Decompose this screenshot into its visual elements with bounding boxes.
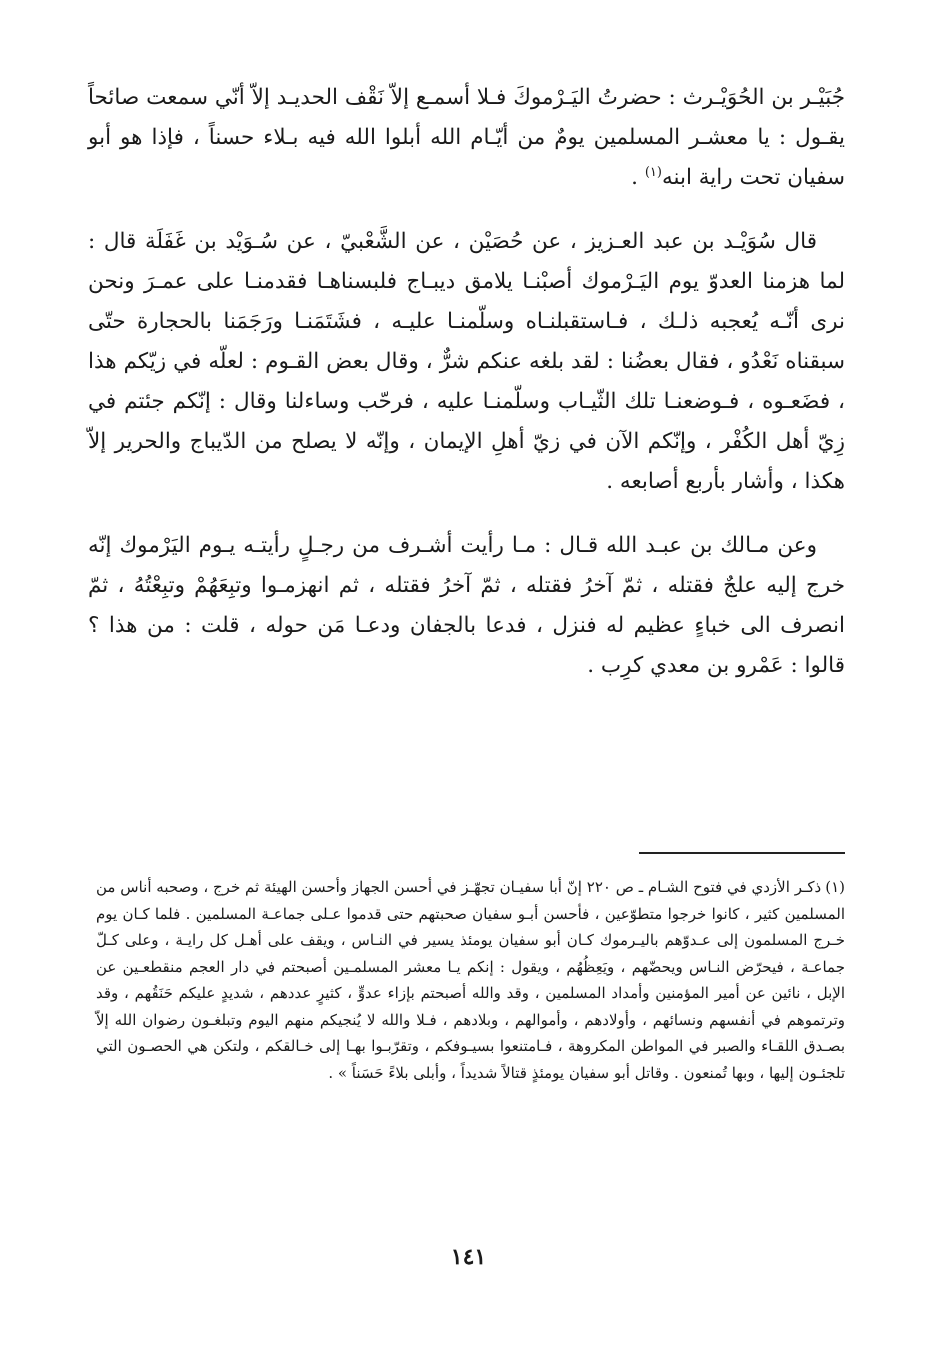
main-text: [88, 78, 845, 686]
footnote-marker: (١): [825, 878, 845, 896]
paragraph-3: وعن مـالك بن عبـد الله قـال : مـا رأيت أشـرف من رجـلٍ رأيتـه يـوم اليَرْموك إنّه خرج إليه علجٌ فقتله ، ثمّ آخرُ فقتله ، ثمّ آخرُ فقتله ، ثم انهزمـوا وتبِعَهُمْ وتبِعْتُهُ ، ثمّ انصرف الى خباءٍ عظيم له فنزل ، فدعا بالجفان ودعـا مَن حوله ، قلت : من هذا ؟ قالوا : عَمْرو بن معدي كرِب .: [88, 533, 845, 678]
footnote-divider: [639, 852, 845, 854]
paragraph-1: [88, 78, 845, 198]
footnote-text: ذكـر الأزدي في فتوح الشـام ـ ص ٢٢٠ إنّ أبا سفيـان تجهّـز في أحسن الجهاز وأحسن الهيئة ثم خرج ، وصحبه أناس من المسلمين كثير ، كانوا خرجوا متطوّعين ، فأحسن أبـو سفيان صحبتهم حتى قدموا عـلى جماعـة المسلمين . فلما كـان يوم خـرج المسلمون إلى عـدوّهم باليـرموك كـان أبو سفيان يومئذ يسير في النـاس ، ويقف على أهـل كل رايـة ، وعلى كـلّ جماعـة ، فيحرّض النـاس ويحضّهم ، ويَعِظُهُم ، ويقول : إنكم يـا معشر المسلمـين أصبحتم في دار العجم منقطعـين عن الإبل ، نائين عن أمير المؤمنين وأمداد المسلمين ، وقد والله أصبحتم بإزاء عدوٍّ ، كثيرٍ عددهم ، شديدٍ عليكم حَنَقُهم ، وقد وترتموهم في أنفسهم ونسائهم ، وأولادهم ، وأموالهم ، وبلادهم ، فـلا والله لا يُنجيكم منهم اليوم وتبلغـون رضوان الله إلاّ بصـدق اللقـاء والصبر في المواطن المكروهة ، فـامتنعوا بسيـوفكم ، وتقرّبـوا بهـا إلى خـالقكم ، ولتكن هي الحصـون التي تلجئـون إليها ، وبها تُمنعون . وقاتل أبو سفيان يومئذٍ قتالاً شديداً ، وأبلى بلاءً حَسَناً » .: [96, 878, 845, 1082]
page-number: ١٤١: [450, 1244, 487, 1270]
paragraph-2: قال سُوَيْـد بن عبد العـزيز ، عن حُصَيْن ، عن الشَّعْبيّ ، عن سُـوَيْد بن غَفَلَة قال : لما هزمنا العدوّ يوم اليَـرْموك أصبْنـا يلامق ديبـاج فلبسناهـا فقدمنـا على عمـرَ ونحن نرى أنّـه يُعجبه ذلـك ، فـاستقبلنـاه وسلّمنـا عليـه ، فشَتَمَنـا ورَجَمَنا بالحجارة حتّى سبقناه نَعْدُو ، فقال بعضُنا : لقد بلغه عنكم شرٌّ ، وقال بعض القـوم : لعلّه في زيّكم هذا ، فضَعـوه ، فـوضعنـا تلك الثّيـاب وسلّمنـا عليه ، فرحّب وساءلنا وقال : إنّكم جئتم في زِيّ أهل الكُفْر ، وإنّكم الآن في زيّ أهلِ الإيمان ، وإنّه لا يصلح من الدّيباج والحرير إلاّ هكذا ، وأشار بأربع أصابعه .: [88, 229, 845, 494]
paragraph-1-tail: .: [631, 165, 645, 190]
footnote-reference: (١): [644, 164, 662, 180]
footnote: [96, 874, 845, 1086]
paragraph-1-text: جُبَيْـر بن الحُوَيْـرث : حضرتُ اليَـرْموكَ فـلا أسمـع إلاّ نَقْف الحديـد إلاّ أنّي سمعت صائحاً يقـول : يا معشـر المسلمين يومٌ من أيّـام الله أبلوا الله فيه بـلاء حسناً ، فإذا هو أبو سفيان تحت راية ابنه: [88, 85, 845, 190]
